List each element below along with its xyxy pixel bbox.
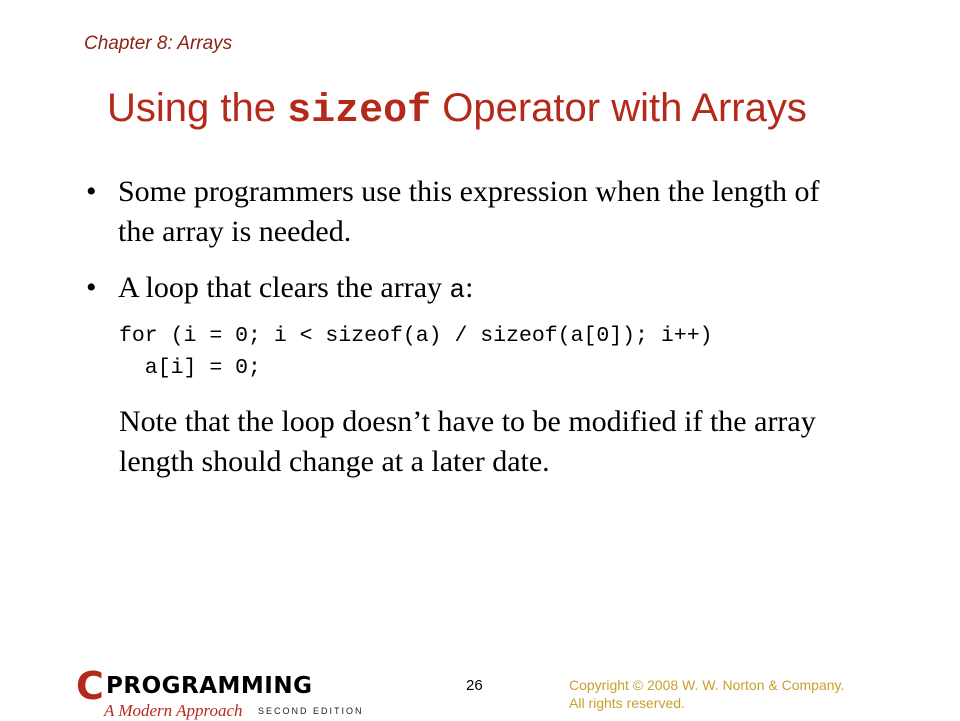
bullet-text-after: : bbox=[465, 271, 474, 304]
book-logo bbox=[76, 664, 376, 720]
code-line-1: for (i = 0; i < sizeof(a) / sizeof(a[0]); i++) bbox=[119, 324, 713, 348]
copyright-notice bbox=[569, 676, 844, 712]
title-text-after: Operator with Arrays bbox=[431, 86, 807, 130]
bullet-text bbox=[118, 268, 858, 310]
copyright-line-1: Copyright © 2008 W. W. Norton & Company. bbox=[569, 677, 845, 693]
logo-letter: C bbox=[76, 664, 104, 708]
page-number: 26 bbox=[466, 677, 483, 694]
title-code-keyword: sizeof bbox=[287, 89, 432, 134]
note-paragraph: Note that the loop doesn’t have to be modified if the array length should change at a later date. bbox=[119, 405, 816, 478]
logo-subtitle: A Modern Approach bbox=[104, 701, 243, 720]
copyright-line-2: All rights reserved. bbox=[569, 695, 685, 711]
bullet-text-before: A loop that clears the array bbox=[118, 271, 450, 304]
bullet-code-var: a bbox=[449, 275, 466, 305]
code-line-2: a[i] = 0; bbox=[119, 356, 261, 380]
bullet-text: Some programmers use this expression when the length of the array is needed. bbox=[118, 175, 820, 248]
code-block bbox=[119, 320, 713, 384]
slide-title bbox=[107, 86, 807, 134]
logo-word: PROGRAMMING bbox=[106, 673, 313, 699]
title-text-before: Using the bbox=[107, 86, 288, 130]
bullet-marker: • bbox=[86, 271, 97, 304]
chapter-label: Chapter 8: Arrays bbox=[84, 33, 233, 54]
logo-edition: SECOND EDITION bbox=[258, 706, 364, 716]
bullet-marker: • bbox=[86, 175, 97, 208]
